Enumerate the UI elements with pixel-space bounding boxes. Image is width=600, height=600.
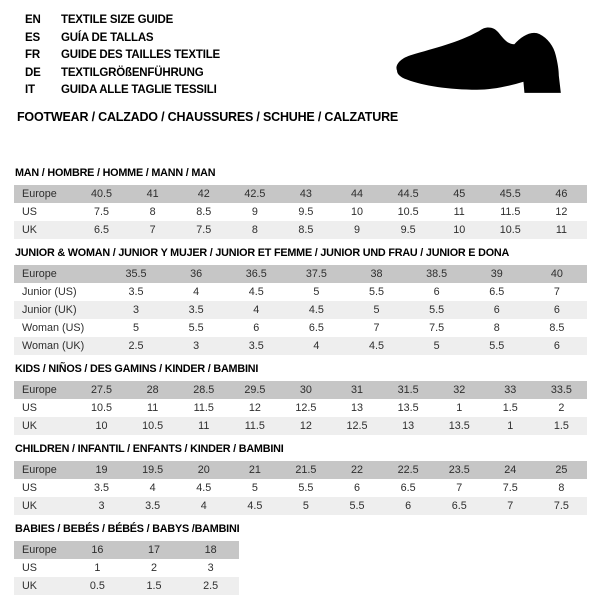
size-value: 11.5	[244, 420, 265, 432]
size-value: 13	[402, 420, 415, 432]
size-value: 10	[351, 206, 364, 218]
row-label: US	[22, 206, 37, 218]
size-value: 6.5	[400, 482, 416, 494]
language-label: TEXTILE SIZE GUIDE	[61, 14, 174, 26]
size-value: 9.5	[400, 224, 416, 236]
size-value: 19.5	[142, 464, 164, 476]
size-value: 28.5	[193, 384, 215, 396]
size-value: 6	[354, 482, 361, 494]
size-value: 40.5	[91, 188, 113, 200]
size-value: 11	[198, 420, 210, 432]
size-value: 5	[373, 304, 380, 316]
size-value: 11	[453, 206, 465, 218]
size-value: 7	[456, 482, 463, 494]
size-value: 3	[207, 562, 214, 574]
row-label: Woman (UK)	[22, 340, 85, 352]
size-value: 5.5	[429, 304, 445, 316]
size-value: 30	[299, 384, 312, 396]
size-value: 3	[193, 340, 200, 352]
size-value: 7.5	[196, 224, 212, 236]
size-row-us	[14, 559, 239, 577]
size-value: 29.5	[244, 384, 266, 396]
language-code: EN	[25, 14, 41, 26]
size-value: 22	[351, 464, 364, 476]
language-label: TEXTILGRÖßENFÜHRUNG	[61, 66, 204, 79]
size-value: 0.5	[89, 580, 105, 592]
row-label: Woman (US)	[22, 322, 85, 334]
size-value: 45.5	[499, 188, 521, 200]
size-value: 1.5	[553, 420, 569, 432]
size-row-us	[14, 399, 587, 417]
size-value: 4	[313, 340, 320, 352]
size-value: 18	[204, 544, 217, 556]
row-label: US	[22, 402, 37, 414]
size-value: 13	[351, 402, 364, 414]
size-value: 38.5	[426, 268, 448, 280]
size-value: 8	[493, 322, 500, 334]
size-row-us	[14, 203, 587, 221]
size-value: 8	[251, 224, 258, 236]
row-label: US	[22, 562, 37, 574]
size-row-woman-uk	[14, 337, 587, 355]
size-value: 7	[507, 500, 514, 512]
row-label: UK	[22, 580, 37, 592]
size-value: 44.5	[397, 188, 419, 200]
size-value: 10	[453, 224, 466, 236]
size-value: 46	[555, 188, 568, 200]
size-row-europe	[14, 185, 587, 203]
size-value: 11.5	[193, 402, 214, 414]
size-value: 8.5	[196, 206, 212, 218]
size-value: 11	[147, 402, 159, 414]
size-value: 16	[91, 544, 104, 556]
size-table-section-babies	[14, 523, 587, 595]
size-value: 7	[553, 286, 560, 298]
language-code: FR	[25, 49, 40, 62]
size-value: 33.5	[550, 384, 572, 396]
size-value: 6	[433, 286, 440, 298]
size-row-uk	[14, 497, 587, 515]
size-value: 24	[504, 464, 517, 476]
size-value: 2	[558, 402, 565, 414]
size-value: 8.5	[298, 224, 314, 236]
row-label: UK	[22, 420, 37, 432]
size-value: 40	[550, 268, 563, 280]
size-value: 3.5	[145, 500, 161, 512]
size-value: 10.5	[499, 224, 521, 236]
size-table-title-kids: KIDS / NIÑOS / DES GAMINS / KINDER / BAMBINI	[15, 363, 259, 375]
size-value: 6	[493, 304, 500, 316]
size-value: 3.5	[94, 482, 110, 494]
language-row-it	[25, 82, 220, 100]
size-table-section-junior-woman	[14, 247, 587, 355]
language-row-es	[25, 30, 220, 48]
size-value: 23.5	[448, 464, 470, 476]
size-table-babies	[14, 541, 239, 595]
size-value: 7.5	[429, 322, 445, 334]
size-value: 7.5	[502, 482, 518, 494]
size-value: 6.5	[94, 224, 110, 236]
size-value: 5.5	[298, 482, 314, 494]
size-value: 4.5	[369, 340, 385, 352]
size-value: 28	[146, 384, 159, 396]
language-row-de	[25, 65, 220, 83]
size-value: 6.5	[308, 322, 324, 334]
size-table-kids	[14, 381, 587, 435]
size-value: 12	[299, 420, 312, 432]
language-label: GUIDA ALLE TAGLIE TESSILI	[61, 84, 217, 97]
size-value: 25	[555, 464, 568, 476]
size-table-section-man	[14, 167, 587, 239]
size-table-man	[14, 185, 587, 239]
size-value: 6	[553, 340, 560, 352]
row-label: Europe	[22, 384, 57, 396]
size-value: 5	[433, 340, 440, 352]
size-row-europe	[14, 381, 587, 399]
size-value: 4	[149, 482, 156, 494]
row-label: Europe	[22, 268, 57, 280]
size-value: 7.5	[94, 206, 110, 218]
size-table-section-children	[14, 443, 587, 515]
size-value: 8	[149, 206, 156, 218]
size-value: 1.5	[502, 402, 518, 414]
size-value: 21.5	[295, 464, 317, 476]
category-title: FOOTWEAR / CALZADO / CHAUSSURES / SCHUHE / CALZATURE	[17, 110, 399, 124]
language-label: GUIDE DES TAILLES TEXTILE	[61, 49, 220, 62]
size-row-uk	[14, 417, 587, 435]
language-code: ES	[25, 31, 40, 44]
size-value: 27.5	[91, 384, 113, 396]
size-value: 7.5	[553, 500, 569, 512]
size-value: 5.5	[369, 286, 385, 298]
size-value: 3.5	[248, 340, 264, 352]
size-value: 10.5	[91, 402, 113, 414]
size-table-children	[14, 461, 587, 515]
size-value: 3.5	[188, 304, 204, 316]
size-value: 3	[133, 304, 140, 316]
size-value: 31.5	[397, 384, 419, 396]
size-value: 1	[94, 562, 101, 574]
size-row-us	[14, 479, 587, 497]
row-label: UK	[22, 224, 37, 236]
size-value: 4	[193, 286, 200, 298]
size-value: 13.5	[448, 420, 470, 432]
size-tables	[14, 167, 587, 595]
size-value: 10.5	[397, 206, 419, 218]
size-value: 41	[146, 188, 159, 200]
size-value: 4.5	[308, 304, 324, 316]
size-value: 13.5	[397, 402, 419, 414]
size-value: 32	[453, 384, 466, 396]
size-table-junior-woman	[14, 265, 587, 355]
size-value: 6.5	[489, 286, 505, 298]
size-value: 33	[504, 384, 517, 396]
row-label: Junior (UK)	[22, 304, 77, 316]
row-label: US	[22, 482, 37, 494]
size-value: 12.5	[346, 420, 368, 432]
size-value: 6	[253, 322, 260, 334]
size-value: 43	[299, 188, 312, 200]
size-value: 5.5	[349, 500, 365, 512]
size-value: 22.5	[397, 464, 419, 476]
size-value: 19	[95, 464, 108, 476]
size-row-europe	[14, 541, 239, 559]
size-value: 35.5	[125, 268, 147, 280]
size-value: 3.5	[128, 286, 144, 298]
size-value: 2.5	[128, 340, 144, 352]
size-value: 6	[405, 500, 412, 512]
size-value: 10.5	[142, 420, 164, 432]
size-value: 9	[354, 224, 361, 236]
size-value: 39	[490, 268, 503, 280]
language-row-en	[25, 12, 220, 30]
size-row-europe	[14, 461, 587, 479]
size-value: 12.5	[295, 402, 317, 414]
language-code: IT	[25, 84, 35, 97]
row-label: UK	[22, 500, 37, 512]
size-value: 44	[351, 188, 364, 200]
size-table-title-man: MAN / HOMBRE / HOMME / MANN / MAN	[15, 167, 216, 179]
size-value: 1	[456, 402, 463, 414]
size-value: 1	[507, 420, 514, 432]
size-value: 9	[251, 206, 258, 218]
row-label: Europe	[22, 188, 57, 200]
size-value: 3	[98, 500, 105, 512]
size-value: 4	[200, 500, 207, 512]
size-value: 31	[351, 384, 364, 396]
size-value: 36.5	[245, 268, 267, 280]
size-value: 5.5	[489, 340, 505, 352]
size-value: 8.5	[549, 322, 565, 334]
size-value: 36	[190, 268, 203, 280]
size-value: 2	[150, 562, 157, 574]
size-value: 12	[555, 206, 568, 218]
size-value: 7	[373, 322, 380, 334]
size-value: 4.5	[248, 286, 264, 298]
dress-shoe-icon	[394, 25, 576, 101]
size-value: 45	[453, 188, 466, 200]
size-row-uk	[14, 577, 239, 595]
size-value: 5	[133, 322, 140, 334]
size-row-junior-uk	[14, 301, 587, 319]
size-row-uk	[14, 221, 587, 239]
size-value: 5	[313, 286, 320, 298]
size-value: 5	[251, 482, 258, 494]
size-value: 37.5	[305, 268, 327, 280]
size-value: 20	[197, 464, 210, 476]
size-value: 10	[95, 420, 108, 432]
size-table-title-junior-woman: JUNIOR & WOMAN / JUNIOR Y MUJER / JUNIOR ET FEMME / JUNIOR UND FRAU / JUNIOR E DONA	[15, 247, 510, 259]
size-value: 6	[553, 304, 560, 316]
row-label: Europe	[22, 544, 57, 556]
size-value: 11	[555, 224, 568, 236]
size-table-title-children: CHILDREN / INFANTIL / ENFANTS / KINDER / BAMBINI	[15, 443, 284, 455]
size-value: 12	[248, 402, 261, 414]
size-table-title-babies: BABIES / BEBÉS / BÉBÉS / BABYS /BAMBINI	[15, 523, 240, 535]
size-value: 7	[149, 224, 156, 236]
size-row-europe	[14, 265, 587, 283]
row-label: Europe	[22, 464, 57, 476]
size-value: 11.5	[500, 206, 521, 218]
size-value: 42.5	[244, 188, 266, 200]
size-value: 38	[370, 268, 383, 280]
size-row-woman-us	[14, 319, 587, 337]
size-value: 2.5	[203, 580, 219, 592]
row-label: Junior (US)	[22, 286, 77, 298]
size-value: 8	[558, 482, 565, 494]
size-value: 4.5	[196, 482, 212, 494]
size-value: 5.5	[188, 322, 204, 334]
size-value: 42	[197, 188, 210, 200]
size-value: 6.5	[451, 500, 467, 512]
language-row-fr	[25, 47, 220, 65]
size-value: 17	[147, 544, 160, 556]
size-value: 21	[248, 464, 261, 476]
language-list	[25, 12, 220, 100]
size-value: 1.5	[146, 580, 162, 592]
size-row-junior-us	[14, 283, 587, 301]
size-table-section-kids	[14, 363, 587, 435]
language-code: DE	[25, 66, 41, 79]
size-value: 9.5	[298, 206, 314, 218]
size-value: 5	[302, 500, 309, 512]
size-value: 4.5	[247, 500, 263, 512]
language-label: GUÍA DE TALLAS	[61, 31, 154, 44]
size-value: 4	[253, 304, 260, 316]
